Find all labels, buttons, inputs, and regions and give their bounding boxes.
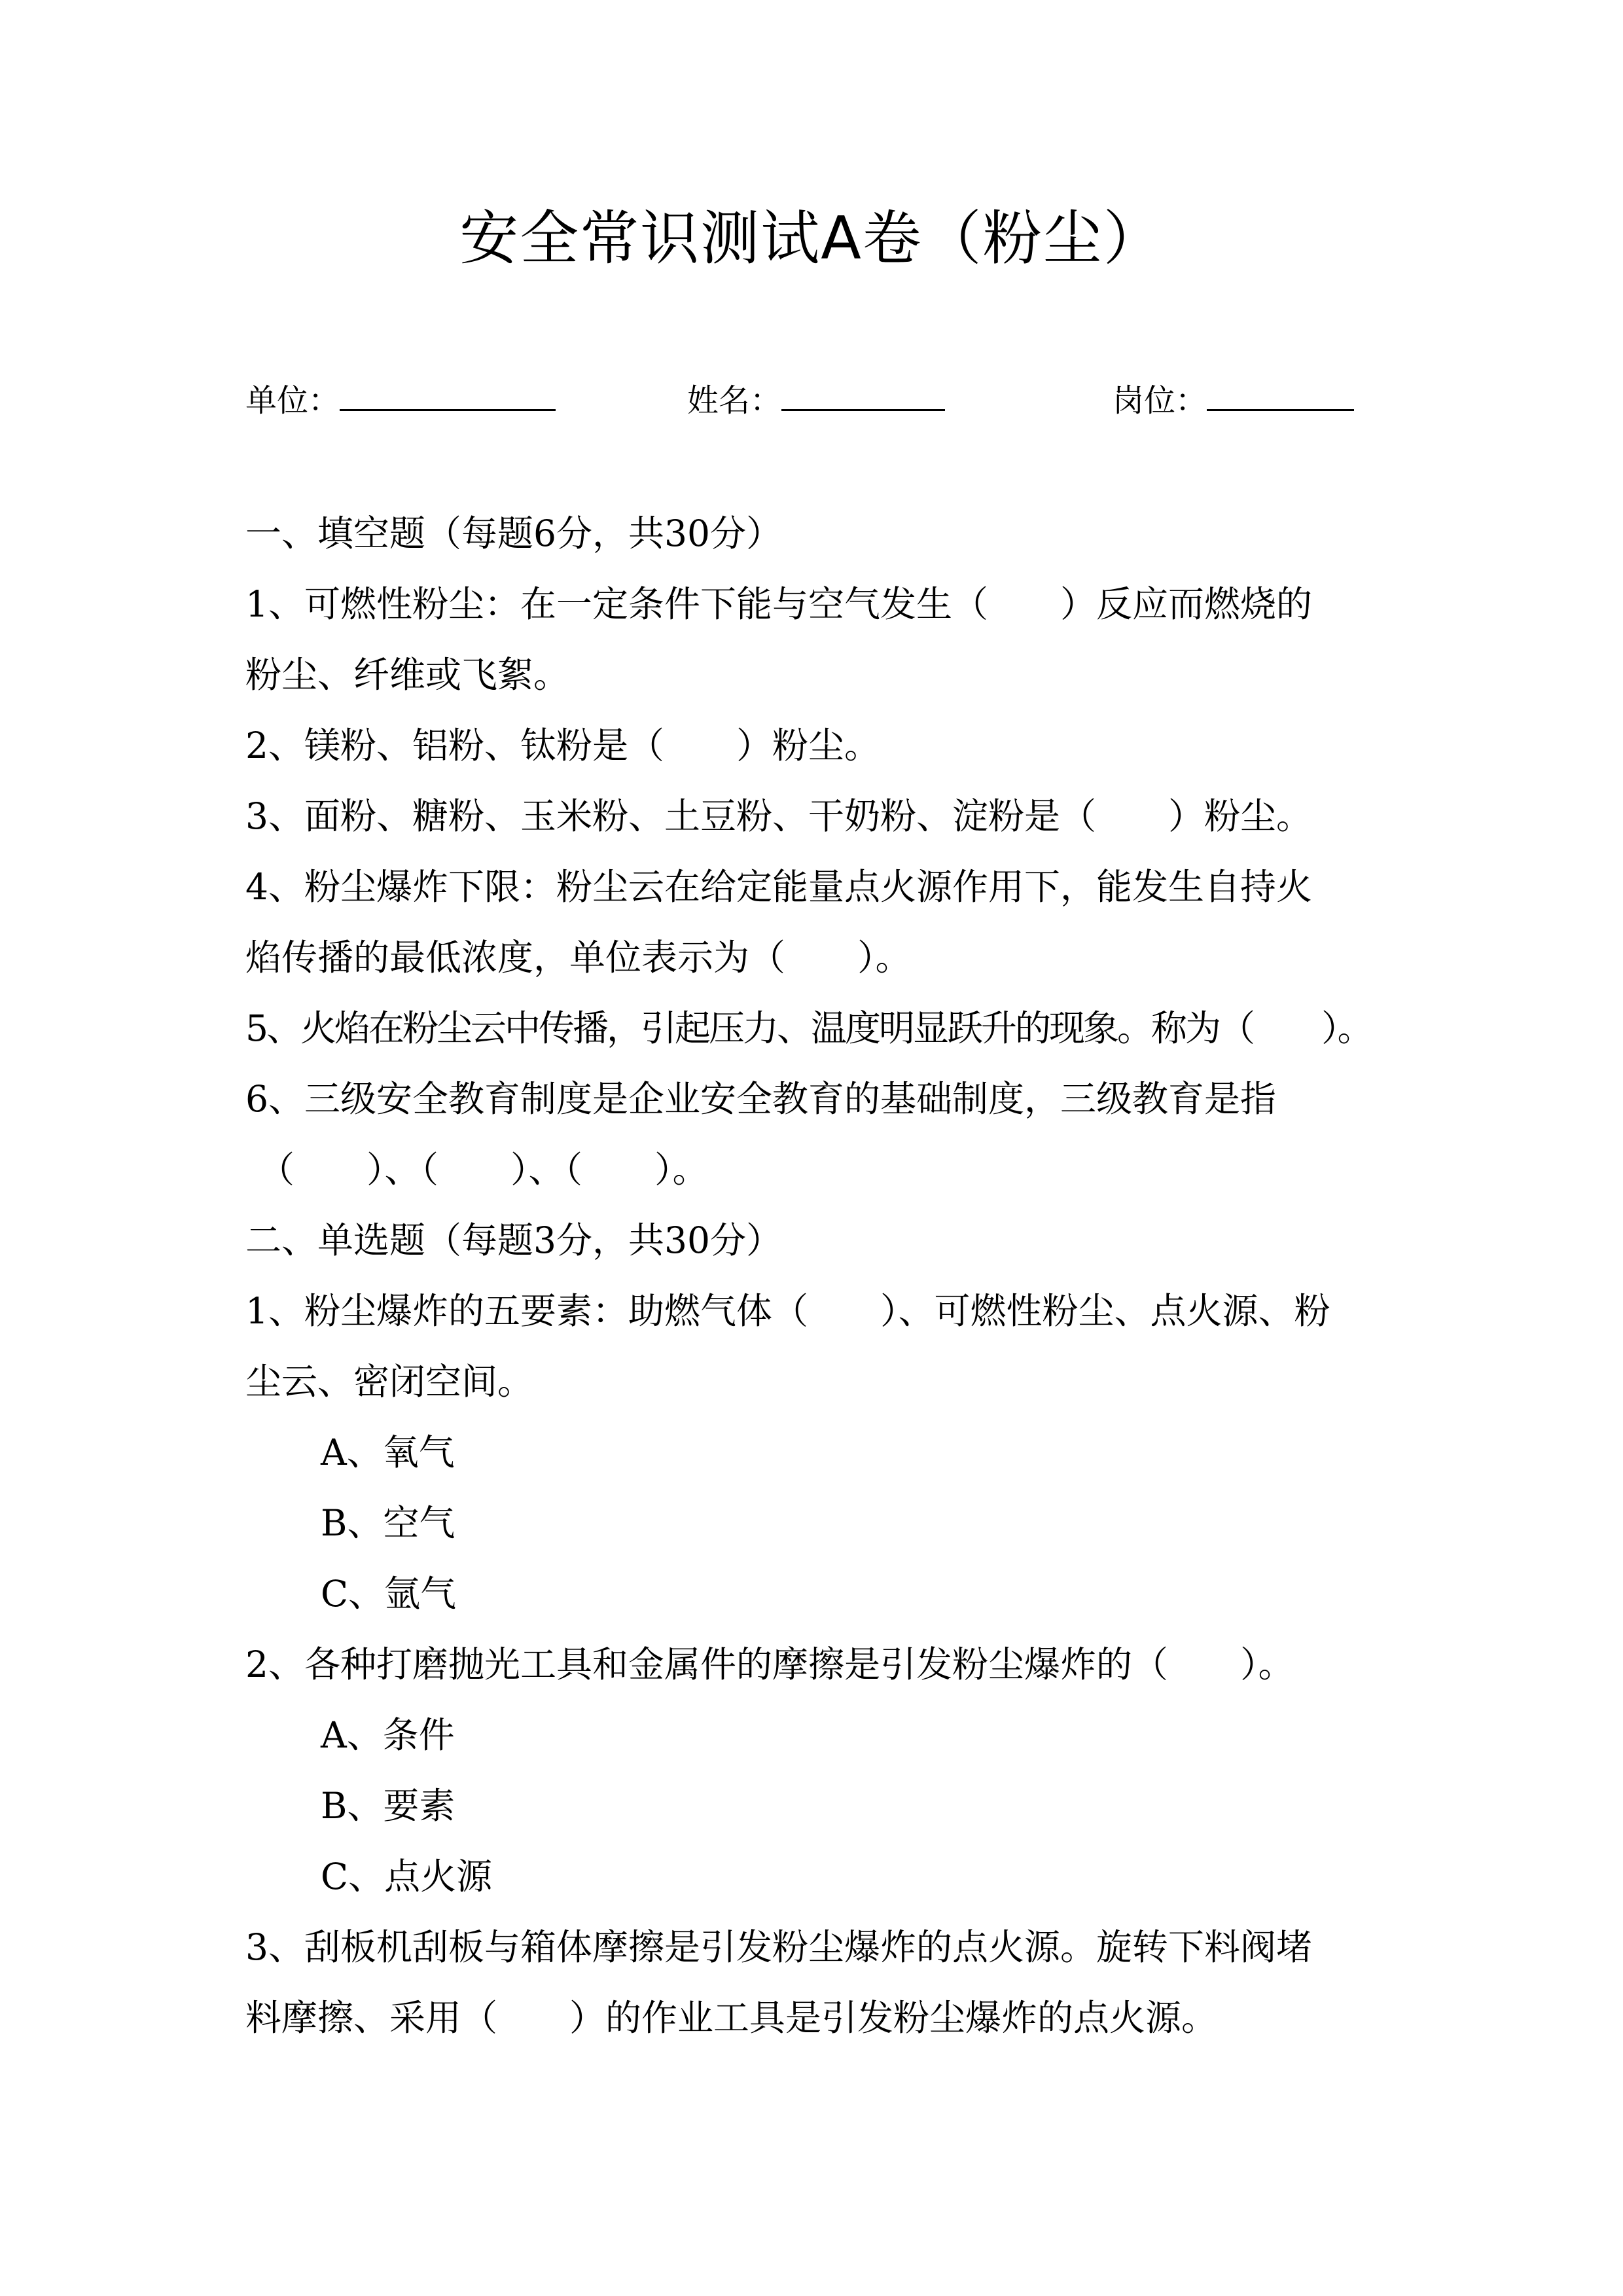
post-blank[interactable]	[1207, 376, 1354, 411]
option-item: C、点火源	[321, 1856, 493, 1897]
question-line: 粉尘、纤维或飞絮。	[245, 654, 570, 696]
post-field	[1113, 376, 1354, 423]
unit-label: 单位：	[245, 382, 340, 419]
option-item: B、空气	[321, 1502, 455, 1544]
unit-field	[245, 376, 556, 423]
option-item: A、氧气	[321, 1431, 455, 1473]
question-line: 3、面粉、糖粉、玉米粉、土豆粉、干奶粉、淀粉是（ ）粉尘。	[245, 795, 1312, 837]
option-item: A、条件	[321, 1714, 455, 1756]
question-line: 1、粉尘爆炸的五要素：助燃气体（ ）、可燃性粉尘、点火源、粉	[245, 1290, 1330, 1332]
question-line: （ ）、（ ）、（ ）。	[259, 1149, 709, 1191]
question-line: 6、三级安全教育制度是企业安全教育的基础制度，三级教育是指	[245, 1078, 1276, 1120]
question-line: 2、镁粉、铝粉、钛粉是（ ）粉尘。	[245, 725, 880, 766]
question-line: 尘云、密闭空间。	[245, 1361, 534, 1403]
option-item: B、要素	[321, 1785, 455, 1827]
post-label: 岗位：	[1113, 382, 1207, 419]
name-blank[interactable]	[781, 376, 945, 411]
option-item: C、氩气	[321, 1573, 457, 1615]
name-field	[687, 376, 945, 423]
question-line: 1、可燃性粉尘：在一定条件下能与空气发生（ ）反应而燃烧的	[245, 583, 1312, 625]
page-title: 安全常识测试A卷（粉尘）	[459, 204, 1164, 273]
section-heading: 一、填空题（每题6分，共30分）	[245, 512, 782, 554]
section-heading: 二、单选题（每题3分，共30分）	[245, 1219, 782, 1261]
question-line: 4、粉尘爆炸下限：粉尘云在给定能量点火源作用下，能发生自持火	[245, 866, 1312, 908]
question-line: 焰传播的最低浓度，单位表示为（ ）。	[245, 937, 912, 978]
question-line: 2、各种打磨抛光工具和金属件的摩擦是引发粉尘爆炸的（ ）。	[245, 1643, 1294, 1685]
question-line: 5、火焰在粉尘云中传播，引起压力、温度明显跃升的现象。称为（ ）。	[245, 1007, 1372, 1049]
name-label: 姓名：	[687, 382, 782, 419]
question-line: 料摩擦、采用（ ）的作业工具是引发粉尘爆炸的点火源。	[245, 1997, 1218, 2039]
unit-blank[interactable]	[340, 376, 556, 411]
question-line: 3、刮板机刮板与箱体摩擦是引发粉尘爆炸的点火源。旋转下料阀堵	[245, 1926, 1312, 1968]
